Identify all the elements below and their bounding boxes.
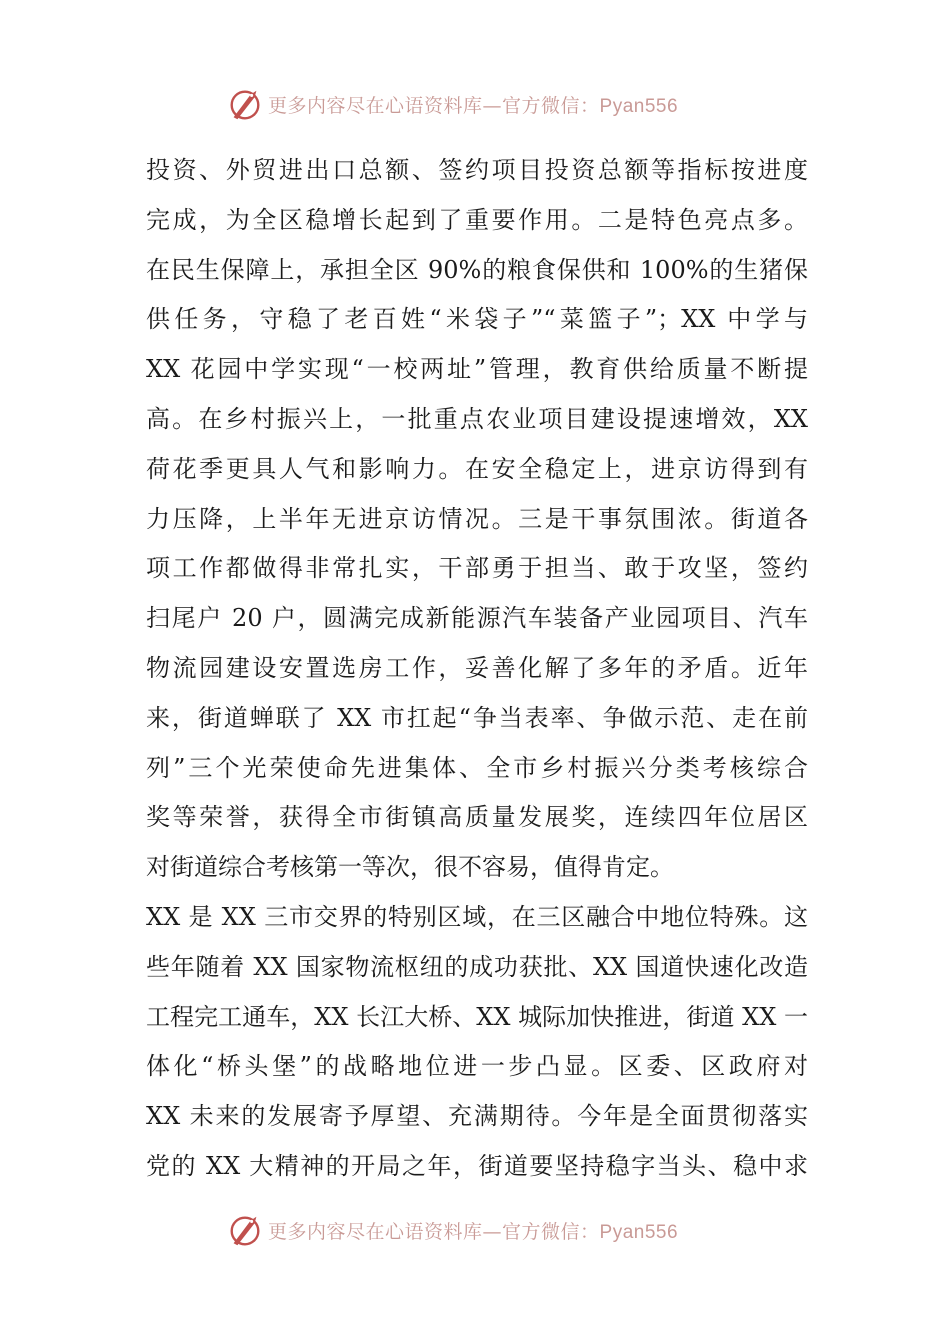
- text-line: 奖等荣誉，获得全市街镇高质量发展奖，连续四年位居区: [146, 803, 808, 832]
- text-line: 投资、外贸进出口总额、签约项目投资总额等指标按进度: [146, 156, 808, 184]
- header-watermark: [226, 84, 678, 124]
- text-line: 党的 XX 大精神的开局之年，街道要坚持稳字当头、稳中求: [146, 1151, 808, 1180]
- document-body: [146, 146, 808, 1192]
- footer-watermark: [226, 1210, 678, 1250]
- text-line: 完成，为全区稳增长起到了重要作用。二是特色亮点多。: [146, 205, 808, 234]
- text-line: 在民生保障上，承担全区 90%的粮食保供和 100%的生猪保: [146, 255, 808, 284]
- text-line: 供任务，守稳了老百姓“米袋子”“菜篮子”；XX 中学与: [146, 305, 808, 334]
- text-line: XX 花园中学实现“一校两址”管理，教育供给质量不断提: [146, 355, 808, 384]
- text-line: 物流园建设安置选房工作，妥善化解了多年的矛盾。近年: [146, 653, 808, 682]
- text-line: 些年随着 XX 国家物流枢纽的成功获批、XX 国道快速化改造: [146, 952, 808, 981]
- text-line: 列”三个光荣使命先进集体、全市乡村振兴分类考核综合: [146, 753, 808, 782]
- text-line: 扫尾户 20 户，圆满完成新能源汽车装备产业园项目、汽车: [146, 604, 808, 633]
- pen-nib-circle-icon: [226, 1211, 264, 1249]
- text-line: XX 是 XX 三市交界的特别区域，在三区融合中地位特殊。这: [146, 902, 808, 931]
- text-line: 体化“桥头堡”的战略地位进一步凸显。区委、区政府对: [146, 1052, 808, 1081]
- text-line: 高。在乡村振兴上，一批重点农业项目建设提速增效，XX: [146, 404, 808, 433]
- watermark-label: 更多内容尽在心语资料库—官方微信：: [268, 94, 600, 117]
- watermark-wechat-id: Pyan556: [599, 1221, 679, 1243]
- watermark-wechat-id: Pyan556: [599, 95, 679, 117]
- text-line: 工程完工通车，XX 长江大桥、XX 城际加快推进，街道 XX 一: [146, 1002, 808, 1031]
- text-line: 对街道综合考核第一等次，很不容易，值得肯定。: [146, 853, 674, 882]
- text-line: 来，街道蝉联了 XX 市扛起“争当表率、争做示范、走在前: [146, 703, 808, 732]
- text-line: 力压降，上半年无进京访情况。三是干事氛围浓。街道各: [146, 504, 808, 533]
- watermark-text: [268, 1217, 678, 1244]
- pen-nib-circle-icon: [226, 85, 264, 123]
- text-line: 荷花季更具人气和影响力。在安全稳定上，进京访得到有: [146, 454, 808, 483]
- watermark-label: 更多内容尽在心语资料库—官方微信：: [268, 1220, 600, 1243]
- text-line: 项工作都做得非常扎实，干部勇于担当、敢于攻坚，签约: [146, 554, 808, 583]
- text-line: XX 未来的发展寄予厚望、充满期待。今年是全面贯彻落实: [146, 1102, 808, 1131]
- watermark-text: [268, 91, 678, 118]
